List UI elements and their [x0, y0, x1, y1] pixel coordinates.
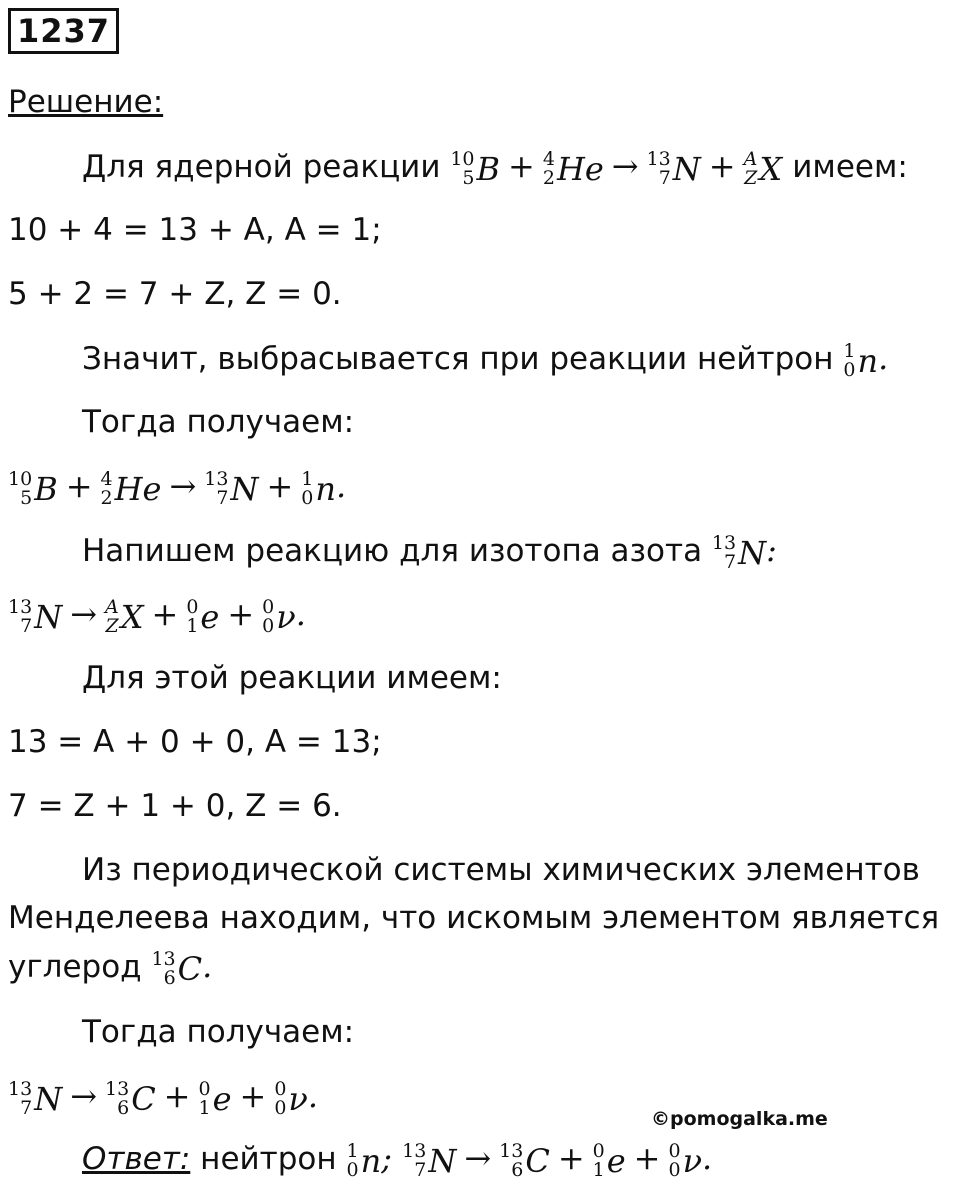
carbon-line: углерод 13 6 C .: [8, 947, 213, 989]
nuclide-b: 10 5 B: [450, 147, 501, 189]
solution-heading: Решение:: [8, 84, 164, 120]
answer-text: нейтрон: [200, 1141, 337, 1177]
line14-text: углерод: [8, 949, 142, 985]
line1-end: имеем:: [792, 149, 908, 185]
nuclide-n13: 13 7 N: [646, 147, 701, 189]
task-number: 1237: [8, 8, 119, 54]
nuclide-x: A Z X: [743, 147, 783, 189]
mass-balance-line: 10 + 4 = 13 + A, A = 1;: [8, 212, 382, 248]
line1-text: Для ядерной реакции: [82, 149, 441, 185]
answer-label: Ответ:: [82, 1141, 191, 1177]
decay-reaction-1: 13 7 N → A Z X + 0 1 e + 0 0 ν .: [8, 595, 306, 637]
neutron-line: Значит, выбрасывается при реакции нейтрон 1 0 n .: [82, 339, 889, 381]
then-we-get-1: Тогда получаем:: [82, 404, 355, 440]
nitrogen-isotope-line: Напишем реакцию для изотопа азота 13 7 N :: [82, 531, 777, 573]
reaction-line-1: [82, 146, 908, 189]
equation-1: 10 5 B + 4 2 He → 13 7 N + A Z X: [450, 147, 783, 189]
full-reaction-1: 10 5 B + 4 2 He → 13 7 N + 1 0 n .: [8, 467, 347, 509]
charge-balance-line: 5 + 2 = 7 + Z, Z = 0.: [8, 276, 342, 312]
answer-line: Ответ: нейтрон 1 0 n ; 13 7 N → 13 6 C + 0 1 e + 0 0 ν .: [82, 1139, 713, 1181]
then-we-get-2: Тогда получаем:: [82, 1014, 355, 1050]
nuclide-carbon: 13 6 C: [151, 947, 203, 989]
decay-reaction-2: 13 7 N → 13 6 C + 0 1 e + 0 0 ν .: [8, 1077, 319, 1119]
nuclide-he: 4 2 He: [542, 147, 604, 189]
line4-text: Значит, выбрасывается при реакции нейтрон: [82, 341, 834, 377]
nuclide-neutron: 1 0 n: [843, 339, 879, 381]
charge-balance-line-2: 7 = Z + 1 + 0, Z = 6.: [8, 788, 342, 824]
for-this-reaction-line: Для этой реакции имеем:: [82, 660, 502, 696]
watermark: ©pomogalka.me: [651, 1108, 828, 1130]
periodic-line-1: Из периодической системы химических элементов: [82, 852, 920, 888]
line7-text: Напишем реакцию для изотопа азота: [82, 533, 703, 569]
mass-balance-line-2: 13 = A + 0 + 0, A = 13;: [8, 724, 382, 760]
periodic-line-2: Менделеева находим, что искомым элементом является: [8, 900, 940, 936]
